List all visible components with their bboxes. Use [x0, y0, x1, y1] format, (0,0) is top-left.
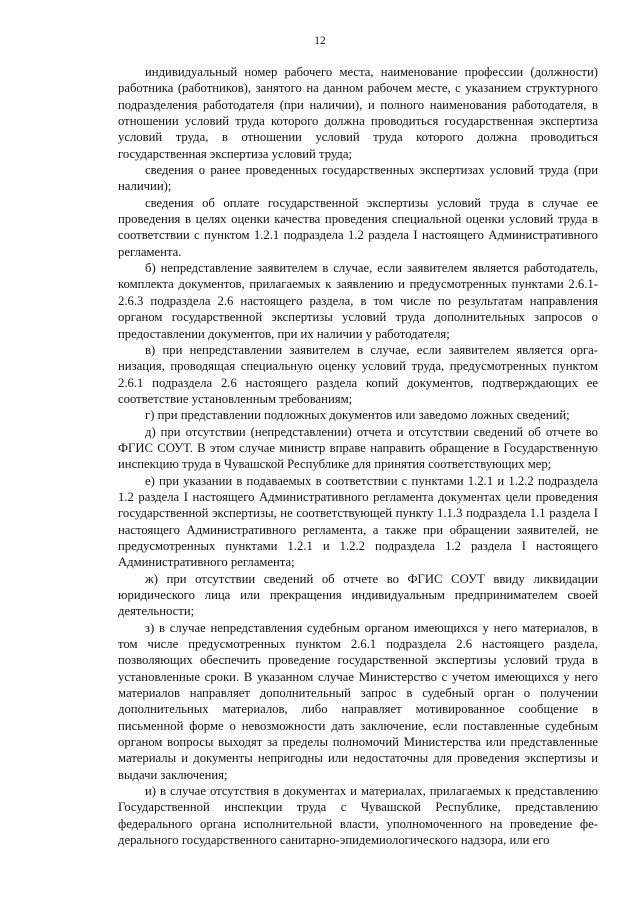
paragraph-item-zh: ж) при отсутствии сведений об отчете во ФГИС СОУТ ввиду ликвидации юридического лица или прекращения индивидуальным предпринимателем своей деятельности;: [118, 571, 598, 619]
paragraph-item-i: и) в случае отсутствия в документах и материалах, прилагаемых к представлению Государственной инспекции труда с Чувашской Республике, представлению федерального органа исполнительной власти, уполномоченного на проведение федерального государственного санитарно-эпидемиологического надзора, или его: [118, 784, 598, 848]
paragraph-item-g: г) при представлении подложных документов или заведомо ложных сведений;: [145, 408, 570, 423]
paragraph-item-d: д) при отсутствии (непредставлении) отчета и отсутствии сведений об отчете во ФГИС СОУТ. В этом случае министр вправе направить обращение в Государственную инспекцию труда в Чувашской Республике для принятия соответствующих мер;: [118, 424, 598, 472]
paragraph-item-z: з) в случае непредставления судебным органом имеющихся у него материалов, в том числе предусмотренных пунктом 2.6.1 подраздела 2.6 настоящего раздела, позволяющих обеспечить проведение государственной экспертизы условий труда в установленные сроки. В указанном случае Министерство с учетом имеющихся у него материалов направляет дополнительный запрос в судебный орган о получении дополнительных материалов, либо направляет мотивированное сообщение в письменной форме о невозможности дать заключение, если поставленные судебным органом вопросы выходят за пределы полномочий Министерства или представленные материалы и документы непригодны или недостаточны для проведения экспертизы и выдачи заключения;: [118, 620, 598, 782]
document-body: [118, 64, 598, 849]
paragraph-item-b: б) непредставление заявителем в случае, если заявителем является работодатель, комплекта документов, прилагаемых к заявлению и предусмотренных пунктами 2.6.1-2.6.3 подраздела 2.6 настоящего раздела, в том числе по результатам направления органом государственной экспертизы условий труда дополнительных запросов о предоставлении документов, при их наличии у работодателя;: [118, 261, 598, 341]
paragraph-item-e: е) при указании в подаваемых в соответствии с пунктами 1.2.1 и 1.2.2 подраздела 1.2 раздела I настоящего Административного регламента документах цели проведения государственной экспертизы, не соответствующей пункту 1.1.3 подраздела 1.1 раздела I настоящего Административного регламента, а также при обращении заявителей, не предусмотренных пунктами 1.2.1 и 1.2.2 подраздела 1.2 раздела I настоящего Административного регламента;: [118, 473, 598, 570]
page-number: 12: [314, 35, 326, 47]
paragraph-previous-expertise: сведения о ранее проведенных государственных экспертизах условий труда (при наличии);: [118, 163, 598, 194]
paragraph-item-v: в) при непредставлении заявителем в случае, если заявителем является организация, проводящая специальную оценку условий труда, предусмотренных пунктом 2.6.1 подраздела 2.6 настоящего раздела копий документов, подтверждающих ее соответствие установленным требованиям;: [118, 342, 598, 406]
paragraph-workplace-info: индивидуальный номер рабочего места, наименование профессии (должности) работника (работников), занятого на данном рабочем месте, с указанием структурного подразделения работодателя (при наличии), и полного наименования работодателя, в отношении условий труда которого должна проводиться государственная экспертиза условий труда, в отношении условий труда которого должна проводиться государственная экспертиза условий труда;: [118, 65, 598, 161]
paragraph-expertise-payment: сведения об оплате государственной экспертизы условий труда в случае ее проведения в целях оценки качества проведения специальной оценки условий труда в соответствии с пунктом 1.2.1 подраздела 1.2 раздела I настоящего Административного регламента.: [118, 195, 598, 259]
